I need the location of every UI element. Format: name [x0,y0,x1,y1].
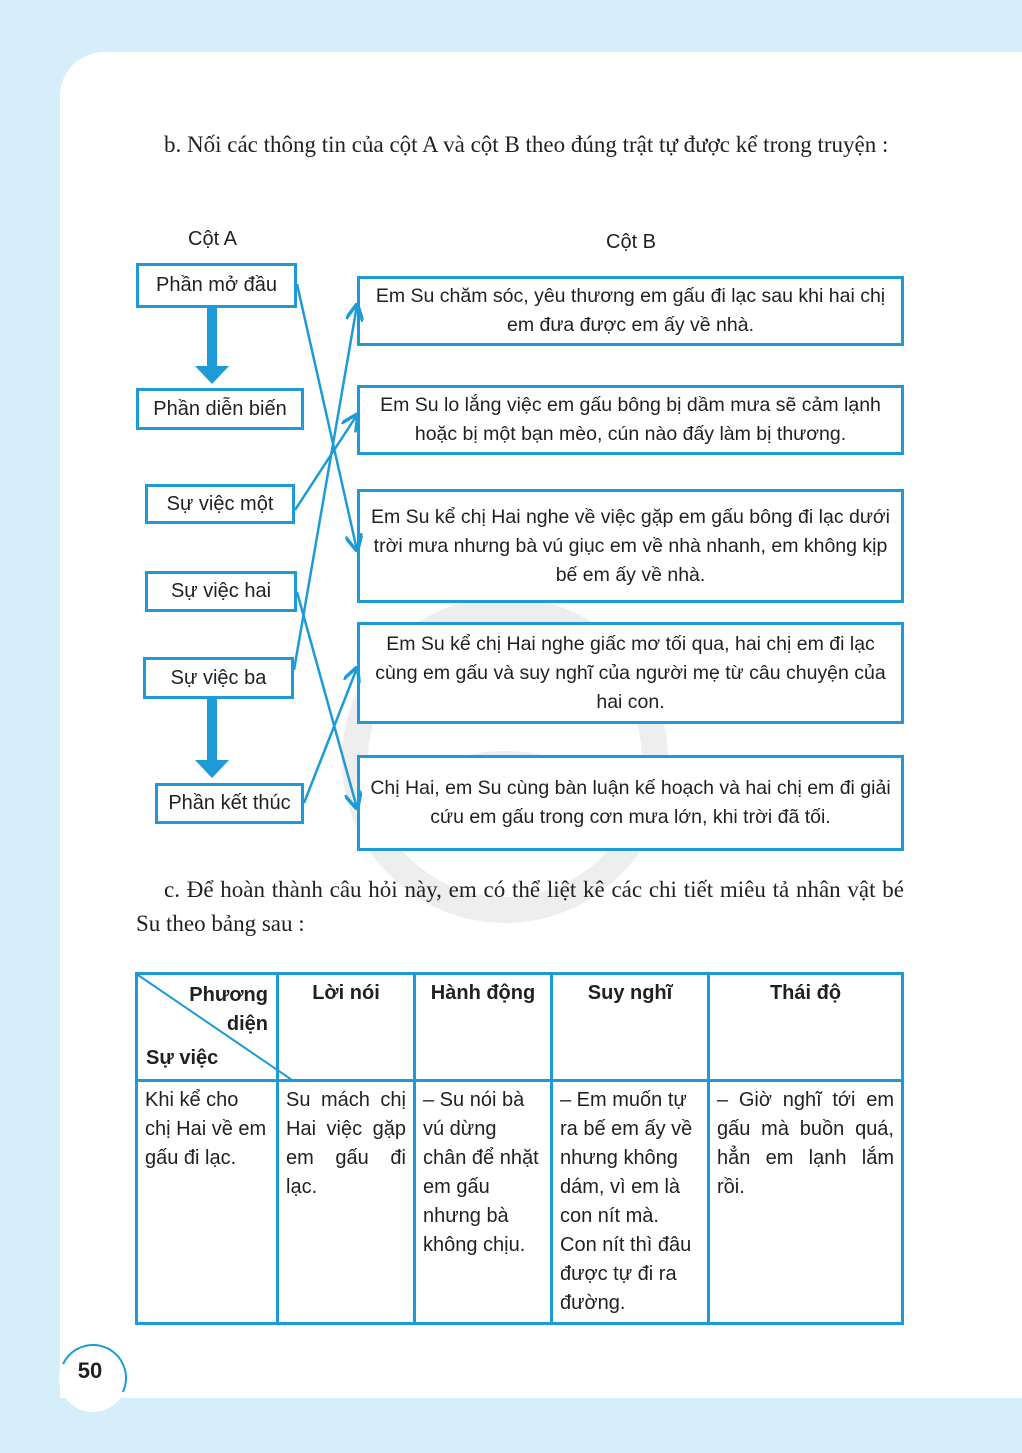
table-cell-thought: – Em muốn tự ra bế em ấy về nhưng không dám, vì em là con nít mà. Con nít thì đâu được tự đi ra đường. [552,1081,709,1324]
column-a-heading: Cột A [188,228,237,250]
table-header-attitude: Thái độ [709,974,903,1081]
table-row [137,1081,903,1324]
line-event-two-to-b5 [297,592,357,808]
line-event-one-to-b2 [295,415,357,510]
column-a-item-event-two[interactable]: Sự việc hai [145,571,297,612]
corner-bottom-label: Sự việc [146,1047,219,1069]
column-a-item-ending[interactable]: Phần kết thúc [155,783,304,824]
column-b-item-4[interactable]: Em Su kể chị Hai nghe giấc mơ tối qua, hai chị em đi lạc cùng em gấu và suy nghĩ của người mẹ từ câu chuyện của hai con. [357,622,904,724]
column-a-item-development[interactable]: Phần diễn biến [136,388,304,430]
line-event-three-to-b1 [294,305,357,670]
section-b-instruction: b. Nối các thông tin của cột A và cột B theo đúng trật tự được kể trong truyện : [164,132,889,157]
table-cell-attitude: – Giờ nghĩ tới em gấu mà buồn quá, hẳn em lạnh lắm rồi. [709,1081,903,1324]
column-b-item-5[interactable]: Chị Hai, em Su cùng bàn luận kế hoạch và hai chị em đi giải cứu em gấu trong cơn mưa lớn, khi trời đã tối. [357,755,904,851]
table-corner-cell [137,974,278,1081]
table-header-thought: Suy nghĩ [552,974,709,1081]
table-header-row [137,974,903,1081]
table-cell-event: Khi kể cho chị Hai về em gấu đi lạc. [137,1081,278,1324]
corner-top-label: Phương diện [189,984,268,1035]
table-cell-speech: Su mách chị Hai việc gặp em gấu đi lạc. [278,1081,415,1324]
column-a-item-opening[interactable]: Phần mở đầu [136,263,297,308]
table-header-action: Hành động [415,974,552,1081]
character-details-table [135,972,904,1325]
line-opening-to-b3 [297,284,357,550]
column-b-item-1[interactable]: Em Su chăm sóc, yêu thương em gấu đi lạc sau khi hai chị em đưa được em ấy về nhà. [357,276,904,346]
section-c-instruction: c. Để hoàn thành câu hỏi này, em có thể liệt kê các chi tiết miêu tả nhân vật bé Su theo bảng sau : [136,877,904,936]
column-b-item-2[interactable]: Em Su lo lắng việc em gấu bông bị dầm mưa sẽ cảm lạnh hoặc bị một bạn mèo, cún nào đấy làm bị thương. [357,385,904,455]
column-a-item-event-three[interactable]: Sự việc ba [143,657,294,699]
page-number: 50 [77,1358,103,1383]
table-header-speech: Lời nói [278,974,415,1081]
column-b-item-3[interactable]: Em Su kể chị Hai nghe về việc gặp em gấu bông đi lạc dưới trời mưa nhưng bà vú giục em về nhà nhanh, em không kịp bế em ấy về nhà. [357,489,904,603]
column-a-item-event-one[interactable]: Sự việc một [145,484,295,524]
column-b-heading: Cột B [606,231,657,253]
table-cell-action: – Su nói bà vú dừng chân để nhặt em gấu nhưng bà không chịu. [415,1081,552,1324]
